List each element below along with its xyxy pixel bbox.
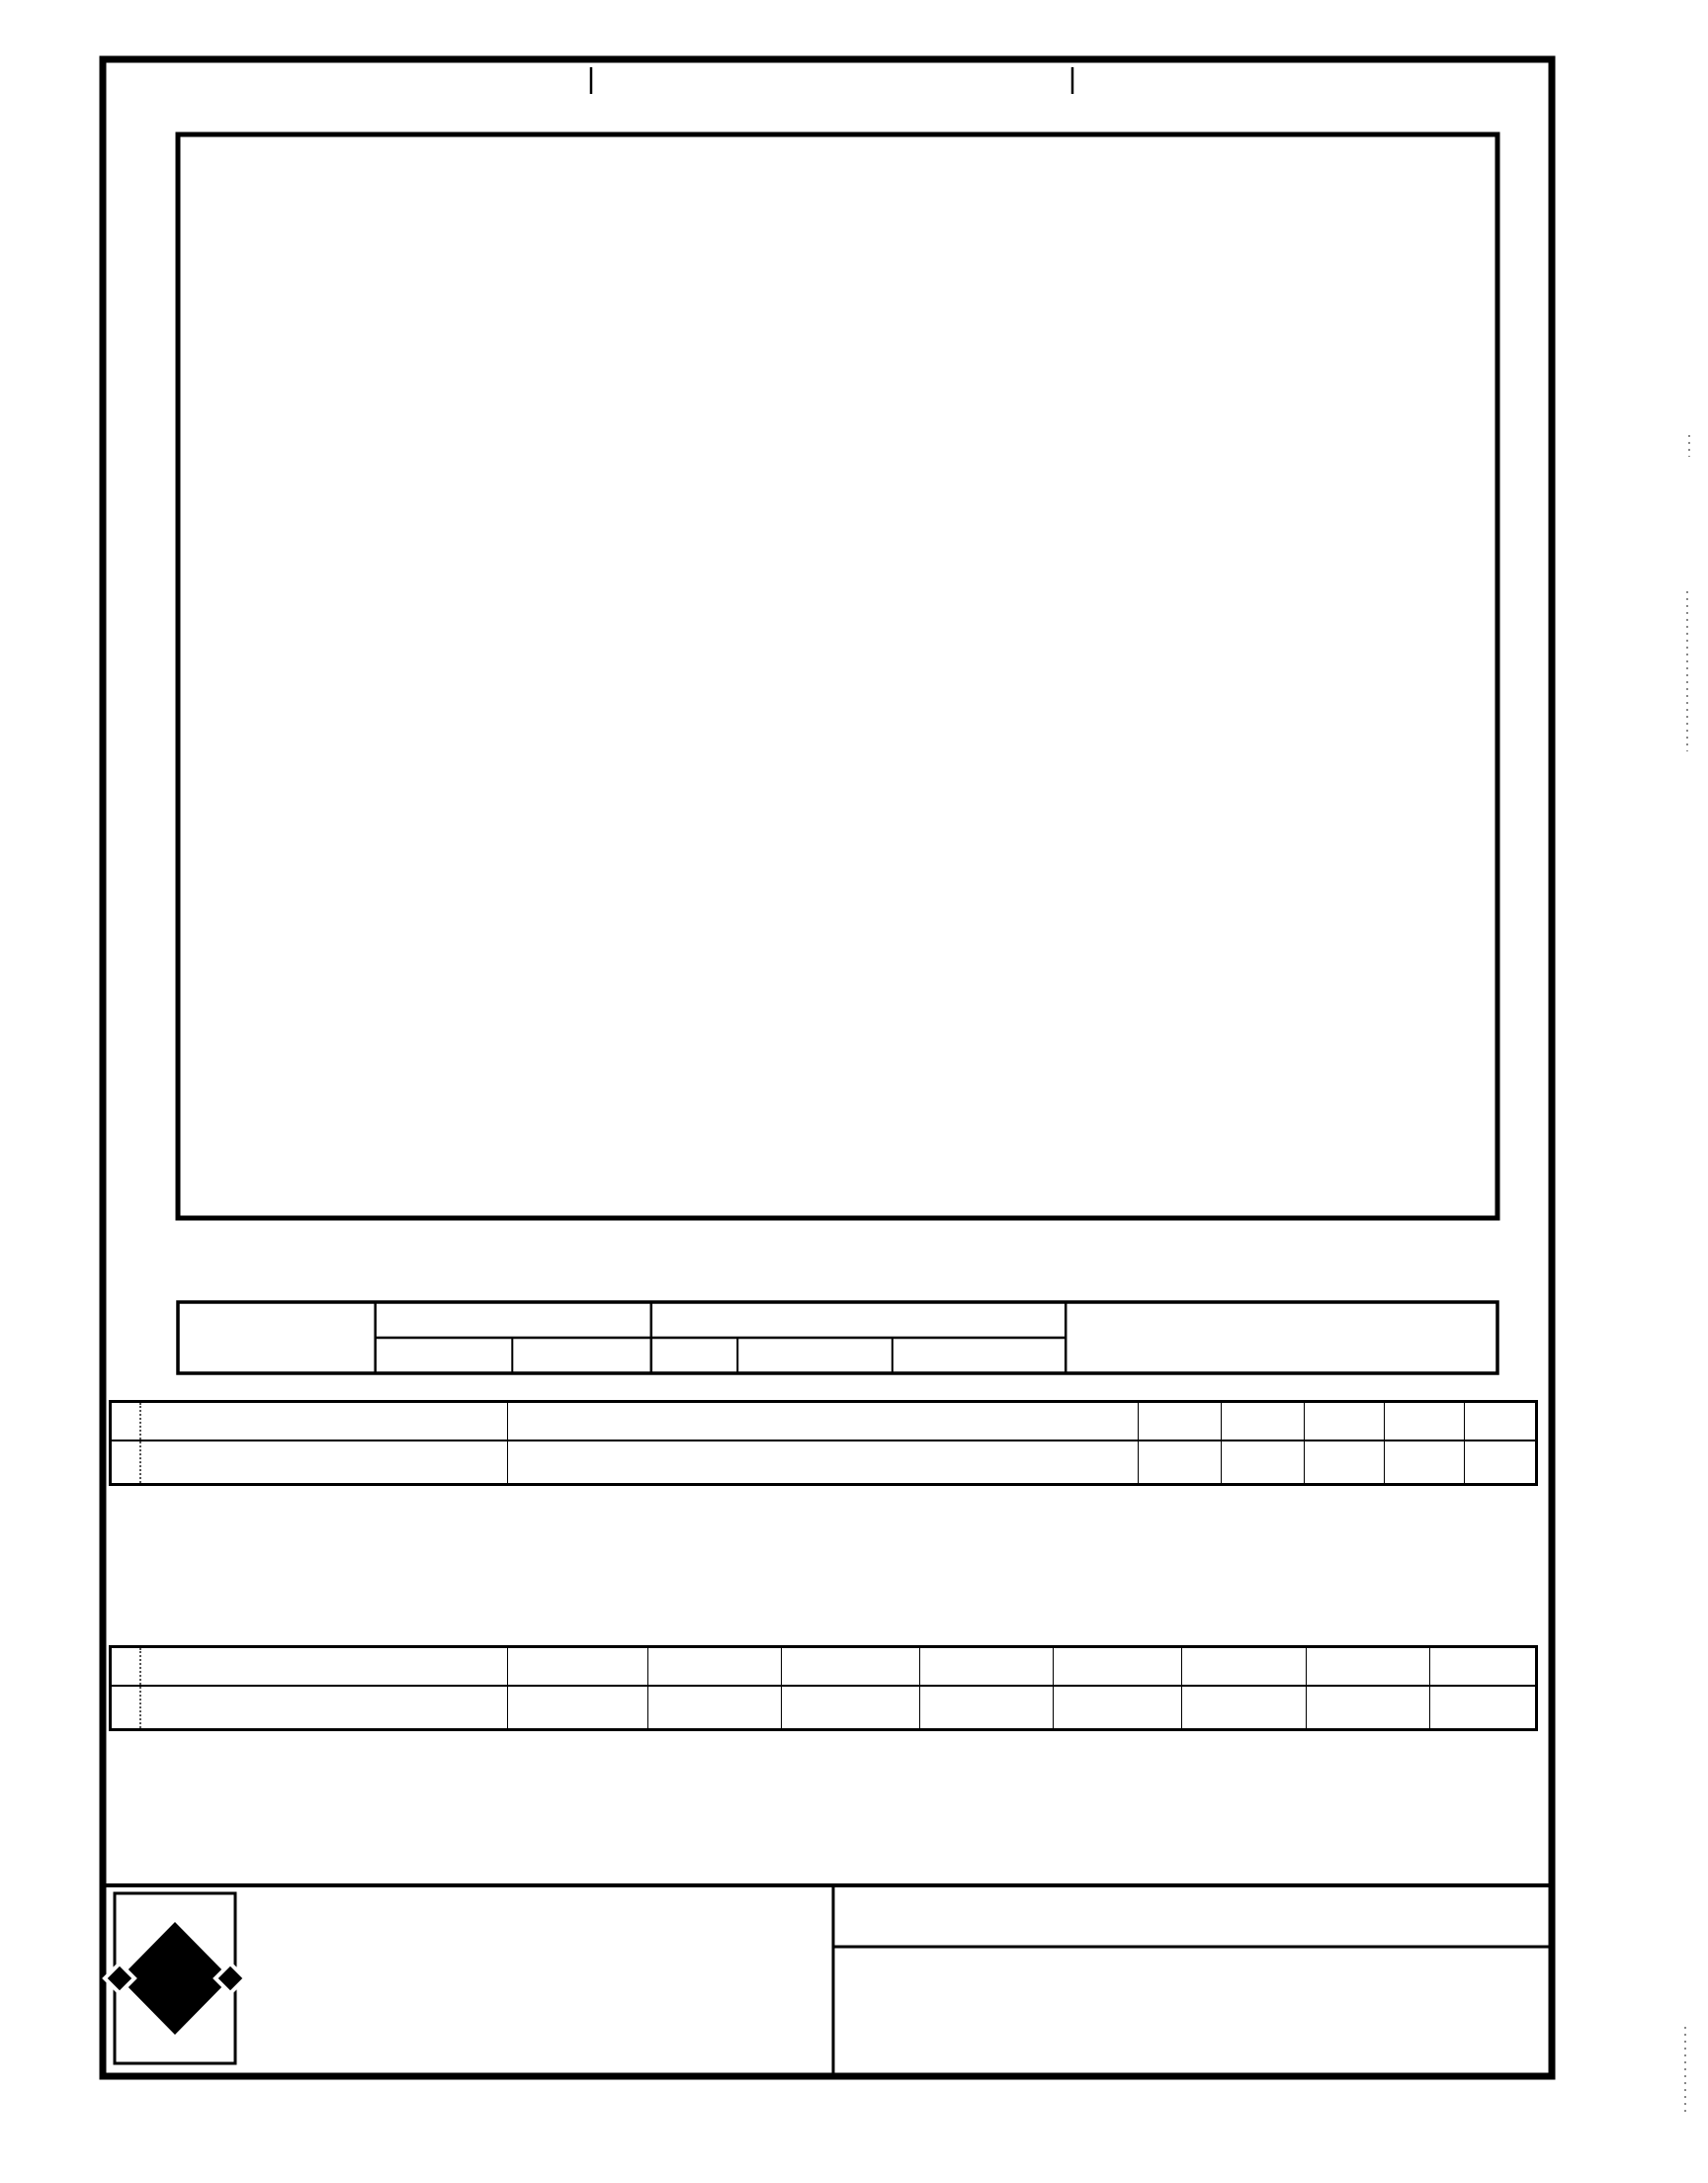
rock-logo bbox=[105, 1922, 245, 2035]
classification-header bbox=[508, 1402, 1139, 1441]
pl-header bbox=[1222, 1402, 1305, 1441]
title-block bbox=[103, 1885, 1552, 2074]
specimen-depth-cell bbox=[140, 1441, 508, 1485]
d100-header bbox=[508, 1647, 648, 1686]
marker-column-header bbox=[111, 1647, 140, 1686]
ll-header bbox=[1139, 1402, 1222, 1441]
sand-header bbox=[1182, 1647, 1307, 1686]
ll-value bbox=[1139, 1441, 1222, 1485]
results-header-row bbox=[111, 1647, 1537, 1686]
pl-value bbox=[1222, 1441, 1305, 1485]
clay-value bbox=[1430, 1686, 1537, 1730]
cc-value bbox=[1385, 1441, 1465, 1485]
d100-value bbox=[508, 1686, 648, 1730]
marker-column-header bbox=[111, 1402, 140, 1441]
d10-value bbox=[920, 1686, 1054, 1730]
series-marker bbox=[111, 1441, 140, 1485]
d30-header bbox=[782, 1647, 920, 1686]
pi-header bbox=[1305, 1402, 1385, 1441]
clay-header bbox=[1430, 1647, 1537, 1686]
scan-artifacts bbox=[1685, 435, 1689, 2116]
classification-value bbox=[508, 1441, 1139, 1485]
specimen-depth-header bbox=[140, 1647, 508, 1686]
series-marker bbox=[111, 1686, 140, 1730]
classification-header-row bbox=[111, 1402, 1537, 1441]
silt-value bbox=[1307, 1686, 1430, 1730]
silt-header bbox=[1307, 1647, 1430, 1686]
sand-value bbox=[1182, 1686, 1307, 1730]
specimen-depth-header bbox=[140, 1402, 508, 1441]
results-table bbox=[109, 1645, 1538, 1731]
d60-value bbox=[648, 1686, 782, 1730]
d10-header bbox=[920, 1647, 1054, 1686]
cc-header bbox=[1385, 1402, 1465, 1441]
gravel-value bbox=[1054, 1686, 1182, 1730]
classification-data-row bbox=[111, 1441, 1537, 1485]
gravel-header bbox=[1054, 1647, 1182, 1686]
d30-value bbox=[782, 1686, 920, 1730]
classification-table bbox=[109, 1400, 1538, 1486]
pi-value bbox=[1305, 1441, 1385, 1485]
d60-header bbox=[648, 1647, 782, 1686]
plot-border bbox=[178, 134, 1497, 1218]
cu-header bbox=[1465, 1402, 1537, 1441]
page-border bbox=[103, 59, 1552, 2076]
cu-value bbox=[1465, 1441, 1537, 1485]
results-data-row bbox=[111, 1686, 1537, 1730]
fractions-bar bbox=[178, 1302, 1497, 1373]
specimen-depth-cell bbox=[140, 1686, 508, 1730]
